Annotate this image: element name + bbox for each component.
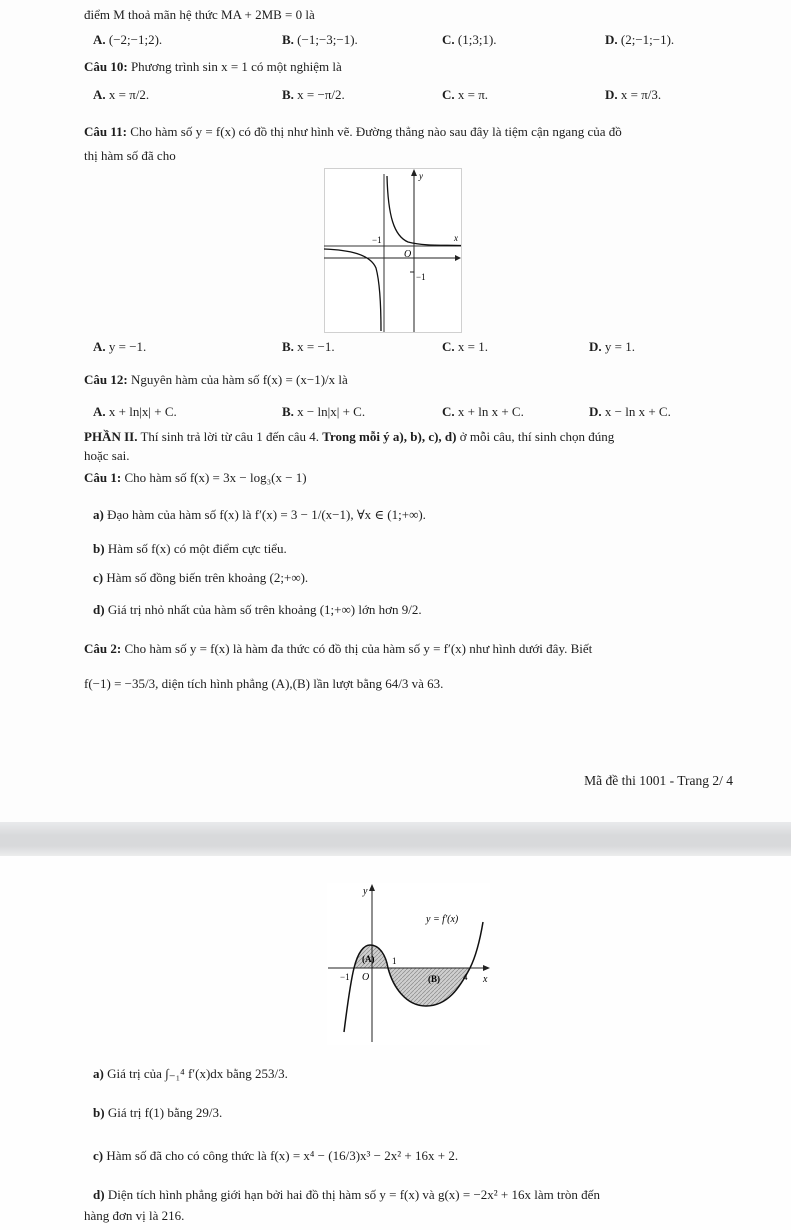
c1-statement-c: c) Hàm số đồng biến trên khoảng (2;+∞). [93, 570, 309, 585]
graph2-tick-1: 1 [392, 956, 397, 966]
c2-statement-a: a) Giá trị của ∫₋₁⁴ f′(x)dx bằng 253/3. [93, 1066, 288, 1081]
exam-page-bottom [0, 856, 791, 1230]
graph2-label-a: (A) [362, 954, 375, 964]
part2-instructions-line1: PHẦN II. Thí sinh trả lời từ câu 1 đến câu 4. Trong mỗi ý a), b), c), d) ở mỗi câu, thí sinh chọn đúng [84, 429, 615, 444]
q9-option-b: B. (−1;−3;−1). [282, 32, 358, 47]
q9-option-d: D. (2;−1;−1). [605, 32, 675, 47]
q9-option-a: A. (−2;−1;2). [93, 32, 163, 47]
c1-stem: Câu 1: Cho hàm số f(x) = 3x − log₃(x − 1) [84, 470, 307, 485]
q11-stem-line2: thị hàm số đã cho [84, 148, 176, 163]
q12-option-d: D. x − ln x + C. [589, 404, 671, 419]
q11-option-c: C. x = 1. [442, 339, 488, 354]
q12-option-c: C. x + ln x + C. [442, 404, 524, 419]
c2-statement-d-line2: hàng đơn vị là 216. [84, 1208, 185, 1223]
c2-statement-c: c) Hàm số đã cho có công thức là f(x) = x⁴ − (16/3)x³ − 2x² + 16x + 2. [93, 1148, 459, 1163]
q11-label-x: x [454, 233, 458, 243]
c1-statement-a: a) Đạo hàm của hàm số f(x) là f′(x) = 3 − 1/(x−1), ∀x ∈ (1;+∞). [93, 507, 426, 522]
c2-stem-line1: Câu 2: Cho hàm số y = f(x) là hàm đa thức có đồ thị của hàm số y = f′(x) như hình dưới đây. Biết [84, 641, 593, 656]
q11-option-a: A. y = −1. [93, 339, 147, 354]
q12-option-b: B. x − ln|x| + C. [282, 404, 366, 419]
graph2-label-func: y = f′(x) [426, 914, 459, 925]
q11-option-d: D. y = 1. [589, 339, 635, 354]
graph2-label-origin: O [362, 972, 370, 983]
q10-stem: Câu 10: Phương trình sin x = 1 có một nghiệm là [84, 59, 342, 74]
graph2-tick-4: 4 [463, 972, 468, 982]
c2-stem-line2: f(−1) = −35/3, diện tích hình phẳng (A),(B) lần lượt bằng 64/3 và 63. [84, 676, 444, 691]
q12-option-a: A. x + ln|x| + C. [93, 404, 177, 419]
q11-label-xtick: −1 [372, 235, 382, 245]
q10-option-a: A. x = π/2. [93, 87, 150, 102]
graph2-label-b: (B) [428, 974, 440, 984]
page-separator [0, 822, 791, 856]
q9-option-c: C. (1;3;1). [442, 32, 497, 47]
q12-stem: Câu 12: Nguyên hàm của hàm số f(x) = (x−1)/x là [84, 372, 348, 387]
q10-option-d: D. x = π/3. [605, 87, 662, 102]
q9-stem: điểm M thoả mãn hệ thức MA + 2MB = 0 là [84, 7, 315, 22]
c2-statement-b: b) Giá trị f(1) bằng 29/3. [93, 1105, 223, 1120]
part2-instructions-line2: hoặc sai. [84, 448, 130, 463]
q10-option-c: C. x = π. [442, 87, 489, 102]
q11-label-ytick: −1 [416, 272, 426, 282]
c2-statement-d-line1: d) Diện tích hình phẳng giới hạn bởi hai đồ thị hàm số y = f(x) và g(x) = −2x² + 16x làm tròn đến [93, 1187, 600, 1202]
graph2-label-x: x [483, 974, 488, 985]
q11-graph [324, 168, 462, 333]
page-footer: Mã đề thi 1001 - Trang 2/ 4 [584, 773, 733, 788]
c1-statement-b: b) Hàm số f(x) có một điểm cực tiểu. [93, 541, 287, 556]
derivative-graph [326, 882, 491, 1046]
q11-label-y: y [419, 171, 423, 181]
c1-statement-d: d) Giá trị nhỏ nhất của hàm số trên khoảng (1;+∞) lớn hơn 9/2. [93, 602, 422, 617]
graph2-label-y: y [363, 886, 368, 897]
q11-stem-line1: Câu 11: Cho hàm số y = f(x) có đồ thị như hình vẽ. Đường thẳng nào sau đây là tiệm cận ngang của đồ [84, 124, 622, 139]
q11-label-origin: O [404, 249, 412, 260]
graph2-tick-neg1: −1 [340, 972, 350, 982]
q10-option-b: B. x = −π/2. [282, 87, 345, 102]
q11-option-b: B. x = −1. [282, 339, 335, 354]
